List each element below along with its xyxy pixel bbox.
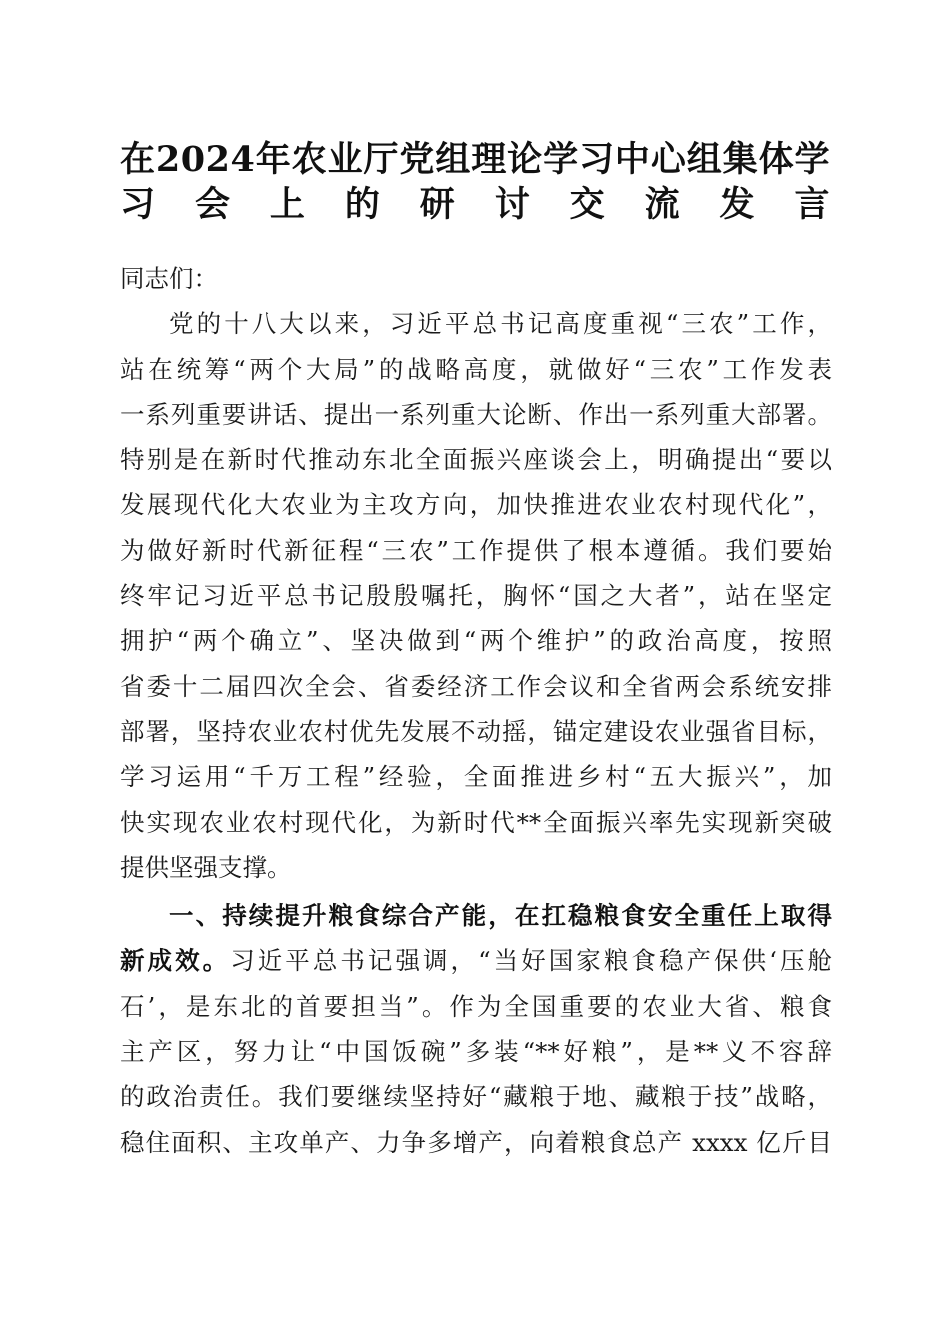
paragraph-line: 学习运用“千万工程”经验，全面推进乡村“五大振兴”，加 [120, 762, 832, 792]
paragraph-line: 快实现农业农村现代化，为新时代**全面振兴率先实现新突破 [120, 807, 832, 837]
paragraph-line: 省委十二届四次全会、省委经济工作会议和全省两会系统安排 [120, 671, 832, 701]
paragraph-line: 主产区，努力让“中国饭碗”多装“**好粮”，是**义不容辞 [120, 1037, 832, 1067]
paragraph-intro [120, 301, 832, 890]
section-1 [120, 893, 832, 1165]
paragraph-line: 为做好新时代新征程“三农”工作提供了根本遵循。我们要始 [120, 535, 832, 565]
paragraph-line: 石’，是东北的首要担当”。作为全国重要的农业大省、粮食 [120, 991, 832, 1021]
section-1-heading: 一、持续提升粮食综合产能，在扛稳粮食安全重任上取得 [169, 901, 832, 931]
paragraph-line: 特别是在新时代推动东北全面振兴座谈会上，明确提出“要以 [120, 445, 832, 475]
salutation: 同志们： [120, 264, 218, 293]
paragraph-line: 部署，坚持农业农村优先发展不动摇，锚定建设农业强省目标， [120, 716, 832, 746]
paragraph-line: 终牢记习近平总书记殷殷嘱托，胸怀“国之大者”，站在坚定 [120, 581, 832, 611]
paragraph-line: 发展现代化大农业为主攻方向，加快推进农业农村现代化”， [120, 490, 832, 520]
section-1-heading-end: 新成效。 [120, 946, 231, 976]
section-1-line-mixed [120, 938, 832, 983]
paragraph-line: 拥护“两个确立”、坚决做到“两个维护”的政治高度，按照 [120, 626, 832, 656]
paragraph-line: 提供坚强支撑。 [120, 852, 292, 882]
paragraph-line: 的政治责任。我们要继续坚持好“藏粮于地、藏粮于技”战略， [120, 1082, 832, 1112]
paragraph-line: 党的十八大以来，习近平总书记高度重视“三农”工作， [169, 309, 832, 339]
document-title [120, 136, 830, 227]
paragraph-line: 站在统筹“两个大局”的战略高度，就做好“三农”工作发表 [120, 354, 832, 384]
title-line-2: 习会上的研讨交流发言 [120, 184, 830, 226]
title-line-1: 在2024年农业厅党组理论学习中心组集体学 [120, 139, 830, 180]
paragraph-line: 稳住面积、主攻单产、力争多增产，向着粮食总产 xxxx 亿斤目 [120, 1127, 832, 1157]
section-1-text: 习近平总书记强调，“当好国家粮食稳产保供‘压舱 [230, 946, 833, 976]
document-body [120, 256, 832, 1165]
paragraph-line: 一系列重要讲话、提出一系列重大论断、作出一系列重大部署。 [120, 399, 832, 429]
